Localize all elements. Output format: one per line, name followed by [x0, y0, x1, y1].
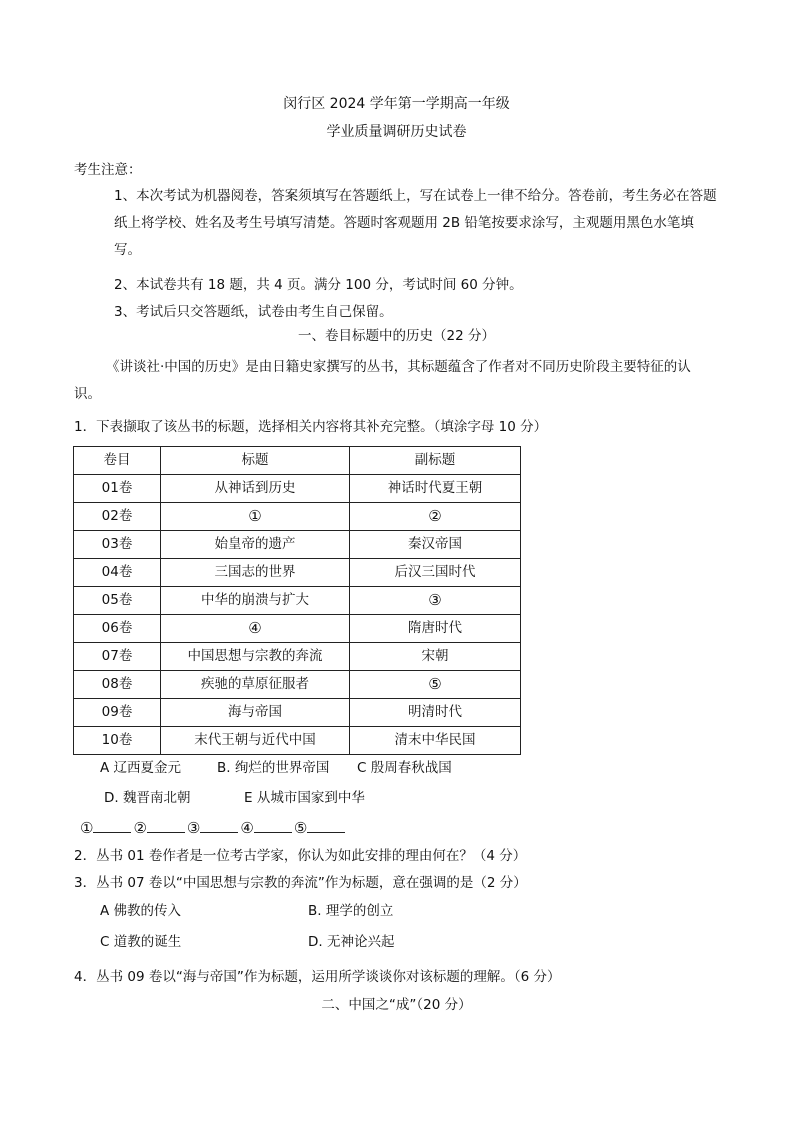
- exam-title-line2: 学业质量调研历史试卷: [326, 124, 467, 140]
- question-4-stem: 4．丛书 09 卷以“海与帝国”作为标题，运用所学谈谈你对该标题的理解。（6 分）: [74, 969, 561, 985]
- table-cell: 始皇帝的遗产: [161, 531, 350, 559]
- table-row: [74, 559, 521, 587]
- table-row: [74, 671, 521, 699]
- volume-table: [73, 446, 521, 755]
- notice-heading: 考生注意：: [74, 162, 142, 178]
- blank-label: ①: [80, 819, 94, 837]
- q3-option-a: A 佛教的传入: [100, 903, 182, 919]
- table-cell: 三国志的世界: [161, 559, 350, 587]
- notice-item-1: 1、本次考试为机器阅卷，答案须填写在答题纸上，写在试卷上一律不给分。答卷前，考生务必在答题纸上将学校、姓名及考生号填写清楚。答题时客观题用 2B 铅笔按要求涂写，主观题用黑色水笔填写。: [114, 188, 717, 258]
- table-cell: 秦汉帝国: [350, 531, 521, 559]
- table-cell: 06卷: [74, 615, 161, 643]
- table-cell: 清末中华民国: [350, 727, 521, 755]
- table-cell: 07卷: [74, 643, 161, 671]
- table-cell: 隋唐时代: [350, 615, 521, 643]
- exam-title-line1: 闵行区 2024 学年第一学期高一年级: [283, 96, 510, 112]
- table-cell: 05卷: [74, 587, 161, 615]
- blank-label: ⑤: [293, 819, 308, 837]
- table-cell: 10卷: [74, 727, 161, 755]
- table-row: [74, 587, 521, 615]
- table-row: [74, 727, 521, 755]
- q1-option-c: C 殷周春秋战国: [357, 760, 452, 776]
- q3-option-b: B. 理学的创立: [308, 903, 394, 919]
- table-row: [74, 475, 521, 503]
- table-cell: 从神话到历史: [161, 475, 350, 503]
- table-row: [74, 531, 521, 559]
- table-cell: 02卷: [74, 503, 161, 531]
- table-header-row: [74, 447, 521, 475]
- blank-label: ②: [133, 819, 147, 837]
- q1-option-b: B. 绚烂的世界帝国: [217, 760, 330, 776]
- blank-label: ③: [186, 819, 201, 837]
- section2-heading: 二、中国之“成”（20 分）: [321, 997, 472, 1013]
- q3-option-c: C 道教的诞生: [100, 934, 182, 950]
- table-cell: 疾驰的草原征服者: [161, 671, 350, 699]
- question-3-stem: 3．丛书 07 卷以“中国思想与宗教的奔流”作为标题，意在强调的是（2 分）: [74, 875, 527, 891]
- answer-blank: [200, 818, 238, 833]
- section1-intro: 《讲谈社·中国的历史》是由日籍史家撰写的丛书，其标题蕴含了作者对不同历史阶段主要特征的认识。: [74, 359, 691, 402]
- q1-answer-blanks: [80, 818, 347, 838]
- q1-option-a: A 辽西夏金元: [100, 760, 182, 776]
- notice-item-3: 3、考试后只交答题纸，试卷由考生自己保留。: [114, 304, 393, 320]
- table-header-cell: 副标题: [350, 447, 521, 475]
- q3-option-d: D. 无神论兴起: [308, 934, 395, 950]
- table-header-cell: 卷目: [74, 447, 161, 475]
- table-cell: 海与帝国: [161, 699, 350, 727]
- q1-option-e: E 从城市国家到中华: [244, 790, 365, 806]
- table-cell: 中华的崩溃与扩大: [161, 587, 350, 615]
- table-cell: 03卷: [74, 531, 161, 559]
- blank-label: ④: [240, 819, 254, 837]
- table-cell: 09卷: [74, 699, 161, 727]
- section1-heading: 一、卷目标题中的历史（22 分）: [298, 328, 495, 344]
- q1-option-d: D. 魏晋南北朝: [104, 790, 191, 806]
- table-cell: 中国思想与宗教的奔流: [161, 643, 350, 671]
- table-cell: 08卷: [74, 671, 161, 699]
- table-cell: 神话时代夏王朝: [350, 475, 521, 503]
- table-cell: 04卷: [74, 559, 161, 587]
- table-cell-blank: ②: [350, 503, 521, 531]
- table-cell-blank: ①: [161, 503, 350, 531]
- table-row: [74, 643, 521, 671]
- table-cell: 明清时代: [350, 699, 521, 727]
- answer-blank: [93, 818, 131, 833]
- table-cell-blank: ③: [350, 587, 521, 615]
- answer-blank: [147, 818, 185, 833]
- table-cell-blank: ⑤: [350, 671, 521, 699]
- table-cell: 末代王朝与近代中国: [161, 727, 350, 755]
- table-cell: 后汉三国时代: [350, 559, 521, 587]
- table-row: [74, 699, 521, 727]
- question-2-stem: 2．丛书 01 卷作者是一位考古学家，你认为如此安排的理由何在？（4 分）: [74, 848, 527, 864]
- table-cell: 01卷: [74, 475, 161, 503]
- table-cell: 宋朝: [350, 643, 521, 671]
- question-1-stem: 1．下表撷取了该丛书的标题，选择相关内容将其补充完整。（填涂字母 10 分）: [74, 419, 548, 435]
- table-cell-blank: ④: [161, 615, 350, 643]
- answer-blank: [254, 818, 292, 833]
- table-row: [74, 503, 521, 531]
- answer-blank: [307, 818, 345, 833]
- table-row: [74, 615, 521, 643]
- notice-item-2: 2、本试卷共有 18 题，共 4 页。满分 100 分，考试时间 60 分钟。: [114, 277, 523, 293]
- table-header-cell: 标题: [161, 447, 350, 475]
